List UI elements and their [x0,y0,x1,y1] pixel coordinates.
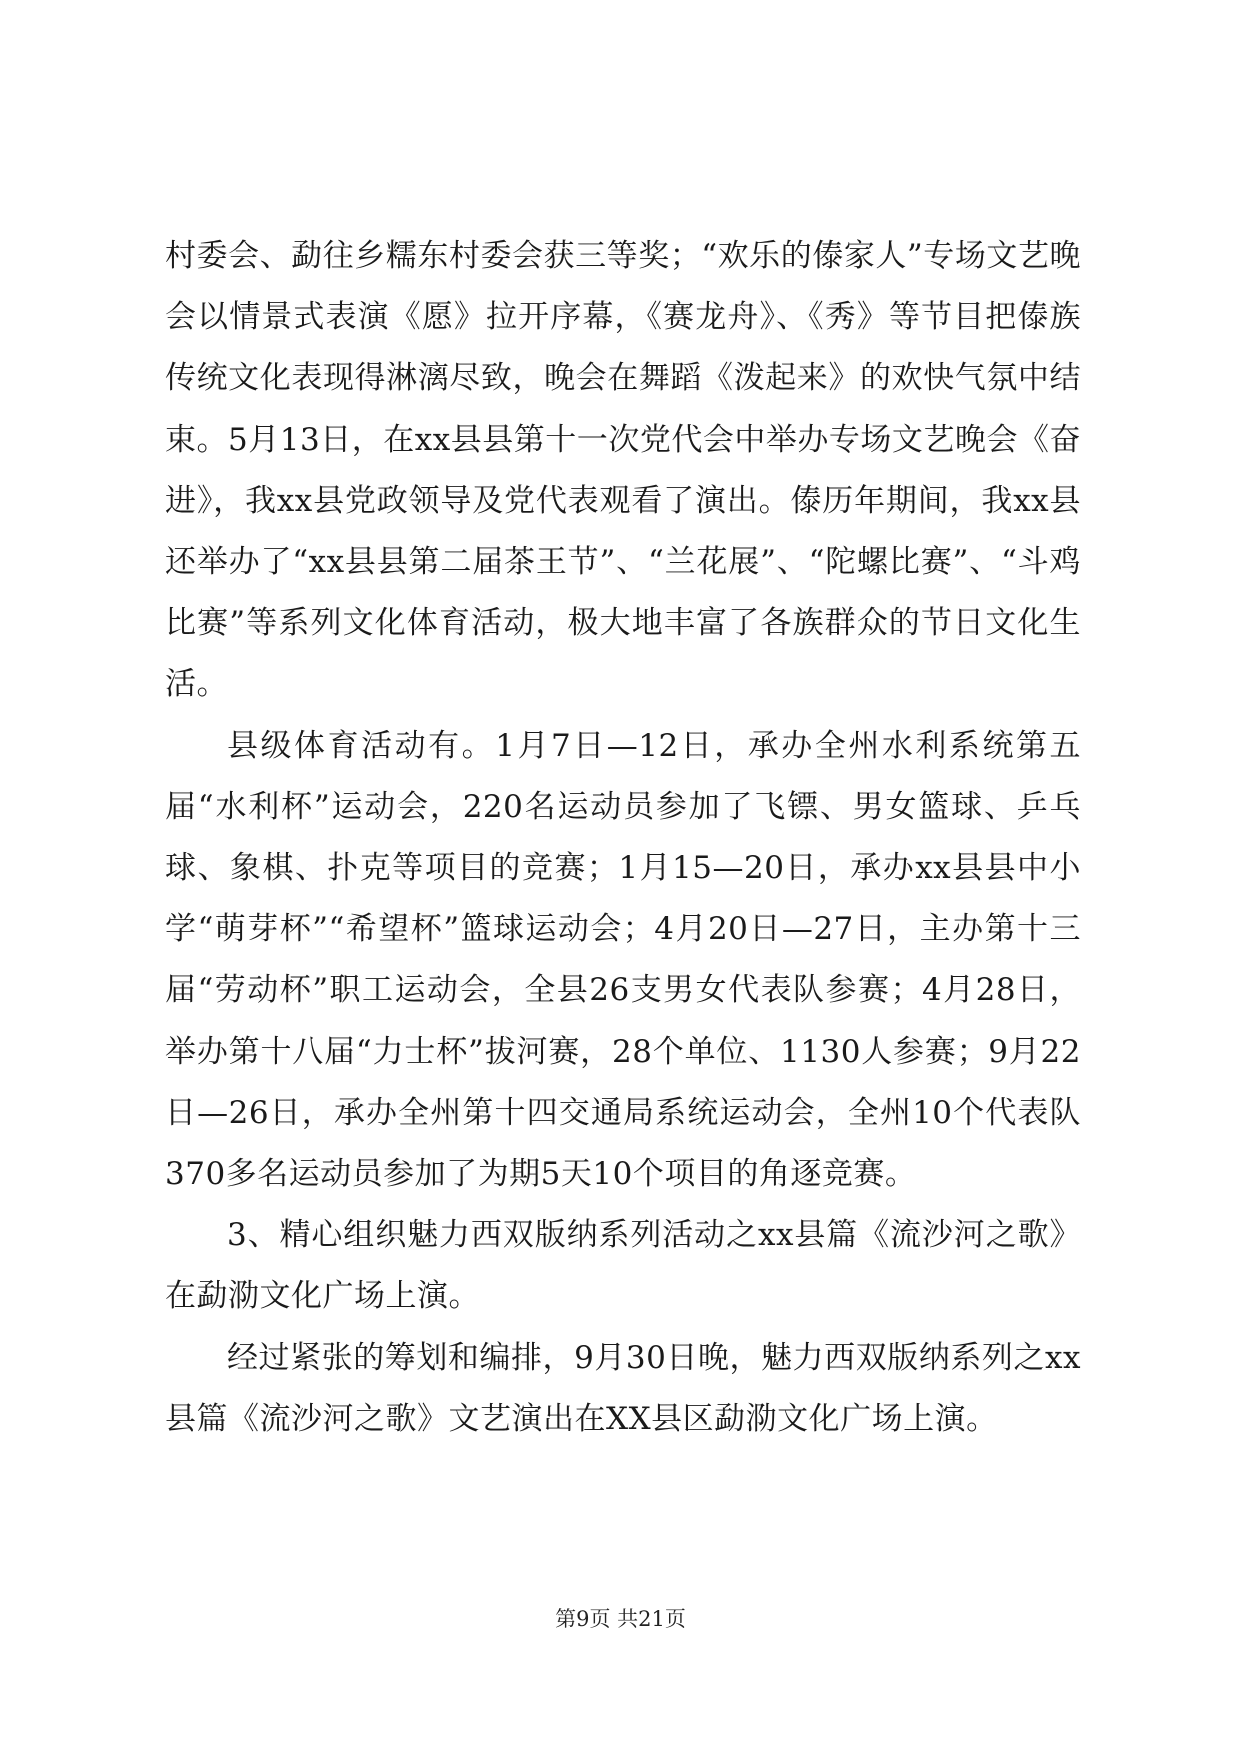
paragraph-performance: 经过紧张的筹划和编排，9月30日晚，魅力西双版纳系列之xx县篇《流沙河之歌》文艺演出在XX县区勐泐文化广场上演。 [165,1339,1081,1437]
document-body [165,226,1081,1450]
paragraph-continuation: 村委会、勐往乡糯东村委会获三等奖；“欢乐的傣家人”专场文艺晚会以情景式表演《愿》拉开序幕，《赛龙舟》、《秀》等节目把傣族传统文化表现得淋漓尽致，晚会在舞蹈《泼起来》的欢快气氛中结束。5月13日，在xx县县第十一次党代会中举办专场文艺晚会《奋进》，我xx县党政领导及党代表观看了演出。傣历年期间，我xx县还举办了“xx县县第二届茶王节”、“兰花展”、“陀螺比赛”、“斗鸡比赛”等系列文化体育活动，极大地丰富了各族群众的节日文化生活。 [165,238,1081,703]
paragraph-section-heading: 3、精心组织魅力西双版纳系列活动之xx县篇《流沙河之歌》在勐泐文化广场上演。 [165,1217,1081,1315]
paragraph-sports-activities: 县级体育活动有。1月7日—12日，承办全州水利系统第五届“水利杯”运动会，220名运动员参加了飞镖、男女篮球、乒乓球、象棋、扑克等项目的竞赛；1月15—20日，承办xx县县中小学“萌芽杯”“希望杯”篮球运动会；4月20日—27日，主办第十三届“劳动杯”职工运动会，全县26支男女代表队参赛；4月28日，举办第十八届“力士杯”拔河赛，28个单位、1130人参赛；9月22日—26日，承办全州第十四交通局系统运动会，全州10个代表队370多名运动员参加了为期5天10个项目的角逐竞赛。 [165,727,1081,1193]
page-number-footer: 第9页 共21页 [555,1607,686,1631]
